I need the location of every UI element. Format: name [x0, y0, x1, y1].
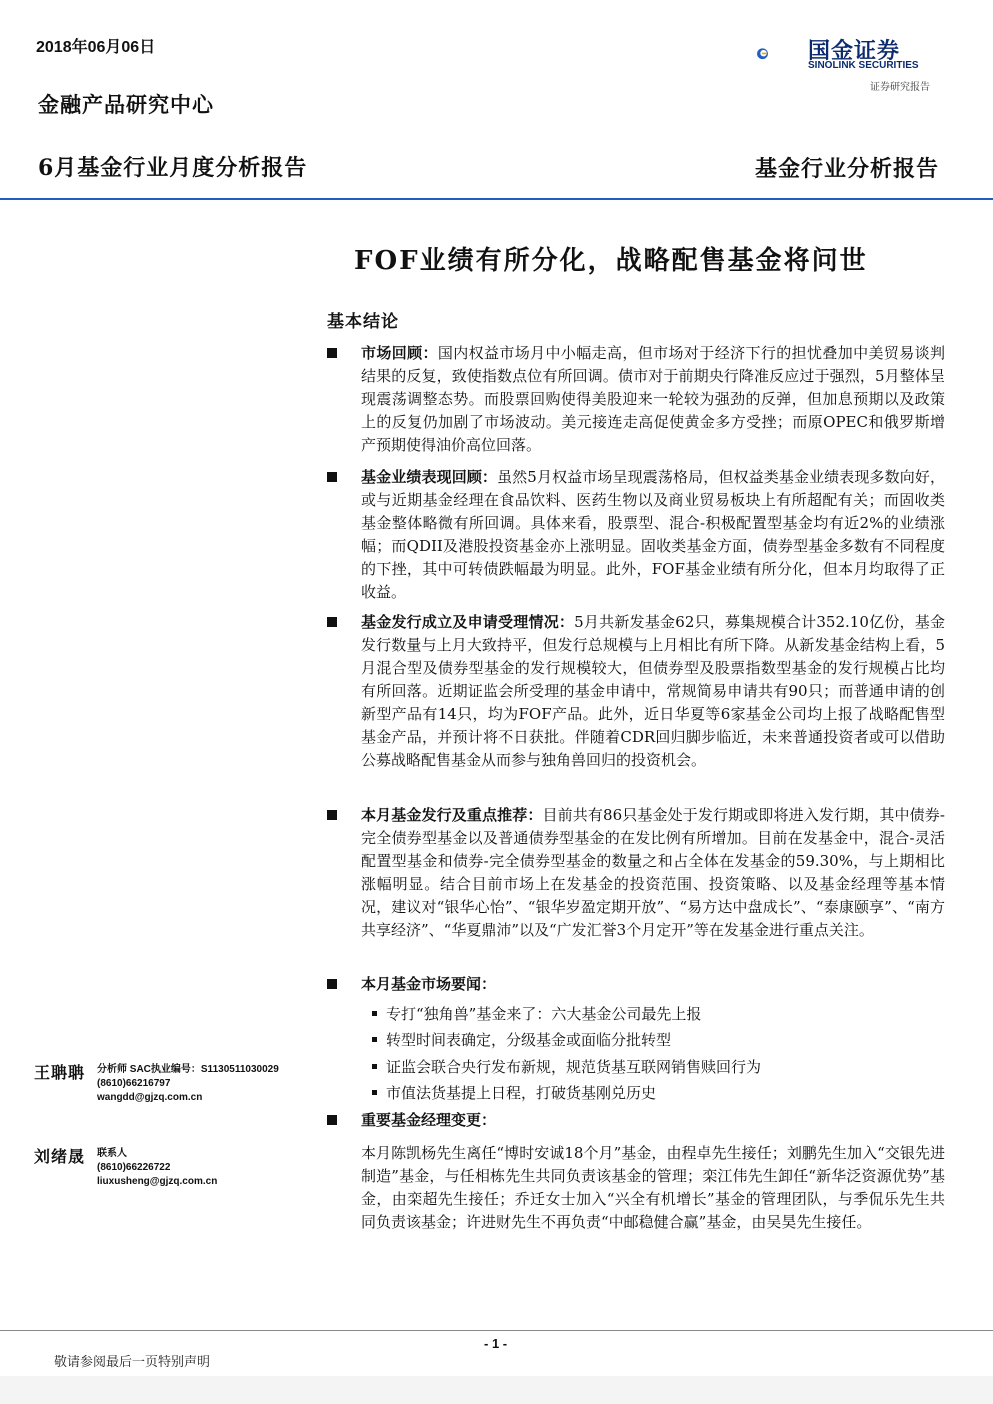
section-label: 重要基金经理变更：: [361, 1111, 497, 1129]
page-number: - 1 -: [484, 1336, 508, 1351]
news-item-text: 转型时间表确定，分级基金或面临分批转型: [386, 1031, 672, 1049]
news-item-text: 市值法货基提上日程，打破货基刚兑历史: [386, 1084, 657, 1102]
section-label: 本月基金发行及重点推荐：: [361, 806, 543, 824]
managers-heading: [361, 1109, 945, 1132]
analyst-name: 王聃聃: [34, 1063, 86, 1082]
analyst-email[interactable]: wangdd@gjzq.com.cn: [97, 1092, 203, 1103]
footer-divider: [0, 1330, 993, 1331]
analyst-phone: (8610)66226722: [97, 1162, 171, 1173]
bullet-icon: [327, 810, 337, 820]
bullet-icon: [327, 472, 337, 482]
news-item: [372, 1029, 671, 1052]
bullet-icon: [327, 617, 337, 627]
news-heading: [361, 973, 945, 996]
analyst-role: 分析师 SAC执业编号：S1130511030029: [97, 1064, 279, 1075]
news-item: [372, 1003, 701, 1026]
section-market-review: [361, 342, 945, 457]
square-bullet-icon: [372, 1064, 377, 1069]
report-title: 6月基金行业月度分析报告: [38, 155, 308, 181]
brand-name-zh: 国金证券: [808, 38, 901, 63]
brand-sub: 证券研究报告: [870, 82, 930, 93]
section-label: 基金发行成立及申请受理情况：: [361, 613, 575, 631]
analyst-name: 刘绪晟: [34, 1147, 86, 1166]
managers-text: 本月陈凯杨先生离任“博时安诚18个月”基金，由程卓先生接任；刘鹏先生加入“交银先进制造”基金，与任相栋先生共同负责该基金的管理；栾江伟先生卸任“新华泛资源优势”基金，由栾超先生接任；乔迁女士加入“兴全有机增长”基金的管理团队，与季侃乐先生共同负责该基金；许进财先生不再负责“中邮稳健合赢”基金，由吴昊先生接任。: [361, 1144, 945, 1231]
analyst-block: [34, 1144, 218, 1187]
section-issuance: [361, 611, 945, 772]
news-item-text: 专打“独角兽”基金来了：六大基金公司最先上报: [386, 1005, 702, 1023]
section-recommendations: [361, 804, 945, 942]
section-text: 国内权益市场月中小幅走高，但市场对于经济下行的担忧叠加中美贸易谈判结果的反复，致使指数点位有所回调。债市对于前期央行降准反应过于强烈，5月整体呈现震荡调整态势。而股票回购使得美股迎来一轮较为强劲的反弹，但加息预期以及政策上的反复仍加剧了市场波动。美元接连走高促使黄金多方受挫；而原OPEC和俄罗斯增产预期使得油价高位回落。: [361, 344, 945, 454]
section-text: 目前共有86只基金处于发行期或即将进入发行期，其中债券-完全债券型基金以及普通债券型基金的在发比例有所增加。目前在发基金中，混合-灵活配置型基金和债券-完全债券型基金的数量之和占全体在发基金的59.30%，与上期相比涨幅明显。结合目前市场上在发基金的投资范围、投资策略、以及基金经理等基本情况，建议对“银华心怡”、“银华岁盈定期开放”、“易方达中盘成长”、“泰康颐享”、“南方共享经济”、“华夏鼎沛”以及“广发汇誉3个月定开”等在发基金进行重点关注。: [361, 806, 945, 939]
header-divider: [0, 198, 993, 200]
section-performance-review: [361, 466, 945, 604]
square-bullet-icon: [372, 1090, 377, 1095]
sinolink-logo-icon: [756, 30, 806, 78]
headline: FOF业绩有所分化，战略配售基金将问世: [354, 246, 868, 276]
section-text: 5月共新发基金62只，募集规模合计352.10亿份，基金发行数量与上月大致持平，但发行总规模与上月相比有所下降。从新发基金结构上看，5月混合型及债券型基金的发行规模较大，但债券型及股票指数型基金的发行规模占比均有所回落。近期证监会所受理的基金申请中，常规简易申请共有90只；而普通申请的创新型产品有14只，均为FOF产品。此外，近日华夏等6家基金公司均上报了战略配售型基金产品，并预计将不日获批。伴随着CDR回归脚步临近，未来普通投资者或可以借助公募战略配售基金从而参与独角兽回归的投资机会。: [361, 613, 945, 769]
section-label: 基金业绩表现回顾：: [361, 468, 498, 486]
analyst-info: [97, 1147, 217, 1189]
bullet-icon: [327, 348, 337, 358]
section-text: 虽然5月权益市场呈现震荡格局，但权益类基金业绩表现多数向好，或与近期基金经理在食品饮料、医药生物以及商业贸易板块上有所超配有关；而固收类基金整体略微有所回调。具体来看，股票型、混合-积极配置型基金均有近2%的业绩涨幅；而QDII及港股投资基金亦上涨明显。固收类基金方面，债券型基金多数有不同程度的下挫，其中可转债跌幅最为明显。此外，FOF基金业绩有所分化，但本月均取得了正收益。: [361, 468, 945, 601]
bottom-band: [0, 1376, 993, 1404]
news-item: [372, 1056, 761, 1079]
brand-name-en: SINOLINK SECURITIES: [808, 60, 919, 71]
square-bullet-icon: [372, 1011, 377, 1016]
analyst-block: [34, 1060, 279, 1103]
disclaimer: 敬请参阅最后一页特别声明: [54, 1355, 211, 1370]
report-type: 基金行业分析报告: [754, 156, 939, 182]
square-bullet-icon: [372, 1037, 377, 1042]
analyst-role: 联系人: [97, 1148, 127, 1159]
research-center: 金融产品研究中心: [38, 92, 214, 117]
news-item: [372, 1082, 656, 1105]
bullet-icon: [327, 1115, 337, 1125]
section-label: 市场回顾：: [361, 344, 438, 362]
conclusion-heading: 基本结论: [327, 312, 399, 332]
report-date: 2018年06月06日: [36, 39, 156, 56]
bullet-icon: [327, 979, 337, 989]
news-item-text: 证监会联合央行发布新规，规范货基互联网销售赎回行为: [386, 1058, 762, 1076]
section-label: 本月基金市场要闻：: [361, 975, 497, 993]
analyst-info: [97, 1063, 279, 1105]
analyst-phone: (8610)66216797: [97, 1078, 171, 1089]
analyst-email[interactable]: liuxusheng@gjzq.com.cn: [97, 1176, 218, 1187]
